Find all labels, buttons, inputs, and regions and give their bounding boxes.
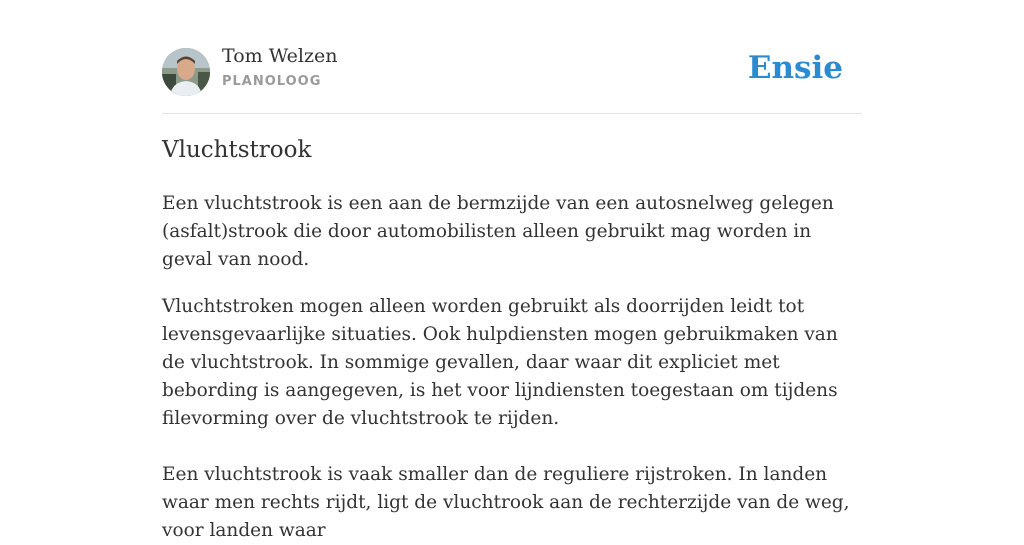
page <box>162 0 862 541</box>
article-paragraph-3: Een vluchtstrook is vaak smaller dan de reguliere rijstroken. In landen waar men rechts rijdt, ligt de vluchtrook aan de rechterzijde van de weg, voor landen waar <box>162 464 850 541</box>
article-paragraph-1: Een vluchtstrook is een aan de bermzijde van een autosnelweg gelegen (asfalt)strook die door automobilisten alleen gebruikt mag worden in geval van nood. <box>162 193 834 270</box>
author-header <box>162 0 862 114</box>
avatar-photo <box>162 48 210 96</box>
article-paragraph-2: Vluchtstroken mogen alleen worden gebruikt als doorrijden leidt tot levensgevaarlijke situaties. Ook hulpdiensten mogen gebruikmaken van de vluchtstrook. In sommige gevallen, daar waar dit expliciet met bebording is aangegeven, is het voor lijndiensten toegestaan om tijdens filevorming over de vluchtstrook te rijden. <box>162 296 838 429</box>
author-role: PLANOLOOG <box>222 74 322 89</box>
author-name[interactable]: Tom Welzen <box>222 45 338 67</box>
ensie-logo[interactable]: Ensie <box>747 50 843 86</box>
article-title: Vluchtstrook <box>162 137 312 163</box>
author-avatar[interactable] <box>162 48 210 96</box>
